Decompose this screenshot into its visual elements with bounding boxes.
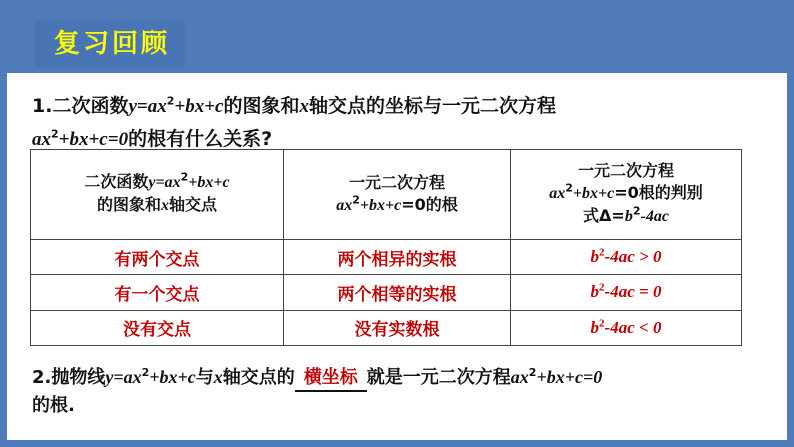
cell-discriminant bbox=[511, 275, 742, 310]
cell-discriminant bbox=[511, 310, 742, 345]
disc-b: b bbox=[590, 282, 600, 302]
cell-roots: 没有实数根 bbox=[284, 310, 511, 345]
header-exponent: 2 bbox=[352, 193, 360, 207]
header-exponent: 2 bbox=[632, 205, 641, 219]
disc-b: b bbox=[590, 317, 600, 337]
header-formula: y=ax bbox=[148, 174, 181, 192]
cell-intersections: 没有交点 bbox=[31, 310, 284, 345]
disc-rest: -4ac = 0 bbox=[604, 282, 662, 302]
cell-intersections: 有两个交点 bbox=[31, 239, 284, 274]
header-text: 一元二次方程 bbox=[577, 161, 674, 181]
disc-exponent: 2 bbox=[599, 317, 605, 330]
disc-b: b bbox=[590, 247, 600, 267]
answer-blank: 横坐标 bbox=[295, 366, 367, 392]
header-text: 的图象和 bbox=[96, 195, 161, 215]
q1-function: y=ax bbox=[128, 96, 167, 117]
q2-after: 就是一元二次方程 bbox=[366, 367, 511, 388]
q2-equation-tail: +bx+c=0 bbox=[536, 367, 603, 387]
header-formula: ax bbox=[336, 196, 353, 214]
q2-mid: 与 bbox=[195, 367, 214, 388]
header-text: 式Δ= bbox=[583, 206, 625, 226]
question-2-line-1 bbox=[32, 362, 602, 393]
header-text: 一元二次方程 bbox=[348, 172, 445, 192]
header-x: x bbox=[161, 197, 169, 215]
header-text: 轴交点 bbox=[169, 195, 218, 215]
cell-roots: 两个相等的实根 bbox=[284, 275, 511, 310]
q1-mid: 的图象和 bbox=[223, 95, 300, 117]
table-header-row bbox=[31, 150, 742, 240]
q1-end: 轴交点的坐标与一元二次方程 bbox=[308, 95, 556, 117]
header-formula: ax bbox=[549, 185, 566, 203]
q1-exponent: 2 bbox=[166, 94, 175, 108]
question-2-line-2: 的根. bbox=[32, 395, 75, 416]
page-title: 复习回顾 bbox=[54, 29, 171, 59]
cell-roots: 两个相异的实根 bbox=[284, 239, 511, 274]
cell-discriminant bbox=[511, 239, 742, 274]
table-row bbox=[31, 310, 742, 345]
q2-function: y=ax bbox=[105, 367, 142, 387]
header-cell-discriminant bbox=[511, 150, 742, 240]
q1-prefix: 1.二次函数 bbox=[32, 95, 129, 117]
q2-equation-exponent: 2 bbox=[528, 366, 537, 379]
header-exponent: 2 bbox=[565, 182, 573, 196]
q2-function-tail: +bx+c bbox=[149, 367, 196, 387]
header-text: =0根的判别 bbox=[614, 183, 703, 203]
header-exponent: 2 bbox=[180, 171, 189, 185]
table-row bbox=[31, 239, 742, 274]
header-formula: b bbox=[624, 208, 633, 226]
q1-question: 的根有什么关系? bbox=[128, 128, 273, 150]
q1-equation-tail: +bx+c=0 bbox=[58, 129, 129, 150]
q2-mid2: 轴交点的 bbox=[222, 367, 295, 388]
disc-exponent: 2 bbox=[599, 281, 605, 294]
header-formula-tail: +bx+c bbox=[359, 196, 402, 214]
header-formula-tail: +bx+c bbox=[188, 174, 230, 192]
q1-x: x bbox=[299, 96, 309, 117]
q1-function-tail: +bx+c bbox=[174, 96, 224, 117]
q1-equation-exponent: 2 bbox=[51, 127, 59, 141]
disc-rest: -4ac > 0 bbox=[604, 247, 662, 267]
q2-equation: ax bbox=[510, 367, 529, 387]
disc-rest: -4ac < 0 bbox=[604, 317, 662, 337]
header-formula-tail: +bx+c bbox=[572, 185, 615, 203]
header-formula-tail: -4ac bbox=[640, 208, 669, 226]
q2-prefix: 2.抛物线 bbox=[32, 367, 106, 388]
q2-x: x bbox=[213, 367, 223, 387]
cell-intersections: 有一个交点 bbox=[31, 275, 284, 310]
header-cell-intersections bbox=[31, 150, 284, 240]
q1-equation: ax bbox=[32, 129, 51, 150]
table-row bbox=[31, 275, 742, 310]
comparison-table bbox=[30, 149, 742, 346]
header-text: 二次函数 bbox=[84, 172, 149, 192]
header-cell-roots bbox=[284, 150, 511, 240]
header-text: =0的根 bbox=[401, 194, 458, 214]
q2-exponent: 2 bbox=[141, 366, 150, 379]
question-1-line-1 bbox=[32, 91, 556, 122]
disc-exponent: 2 bbox=[599, 246, 605, 259]
